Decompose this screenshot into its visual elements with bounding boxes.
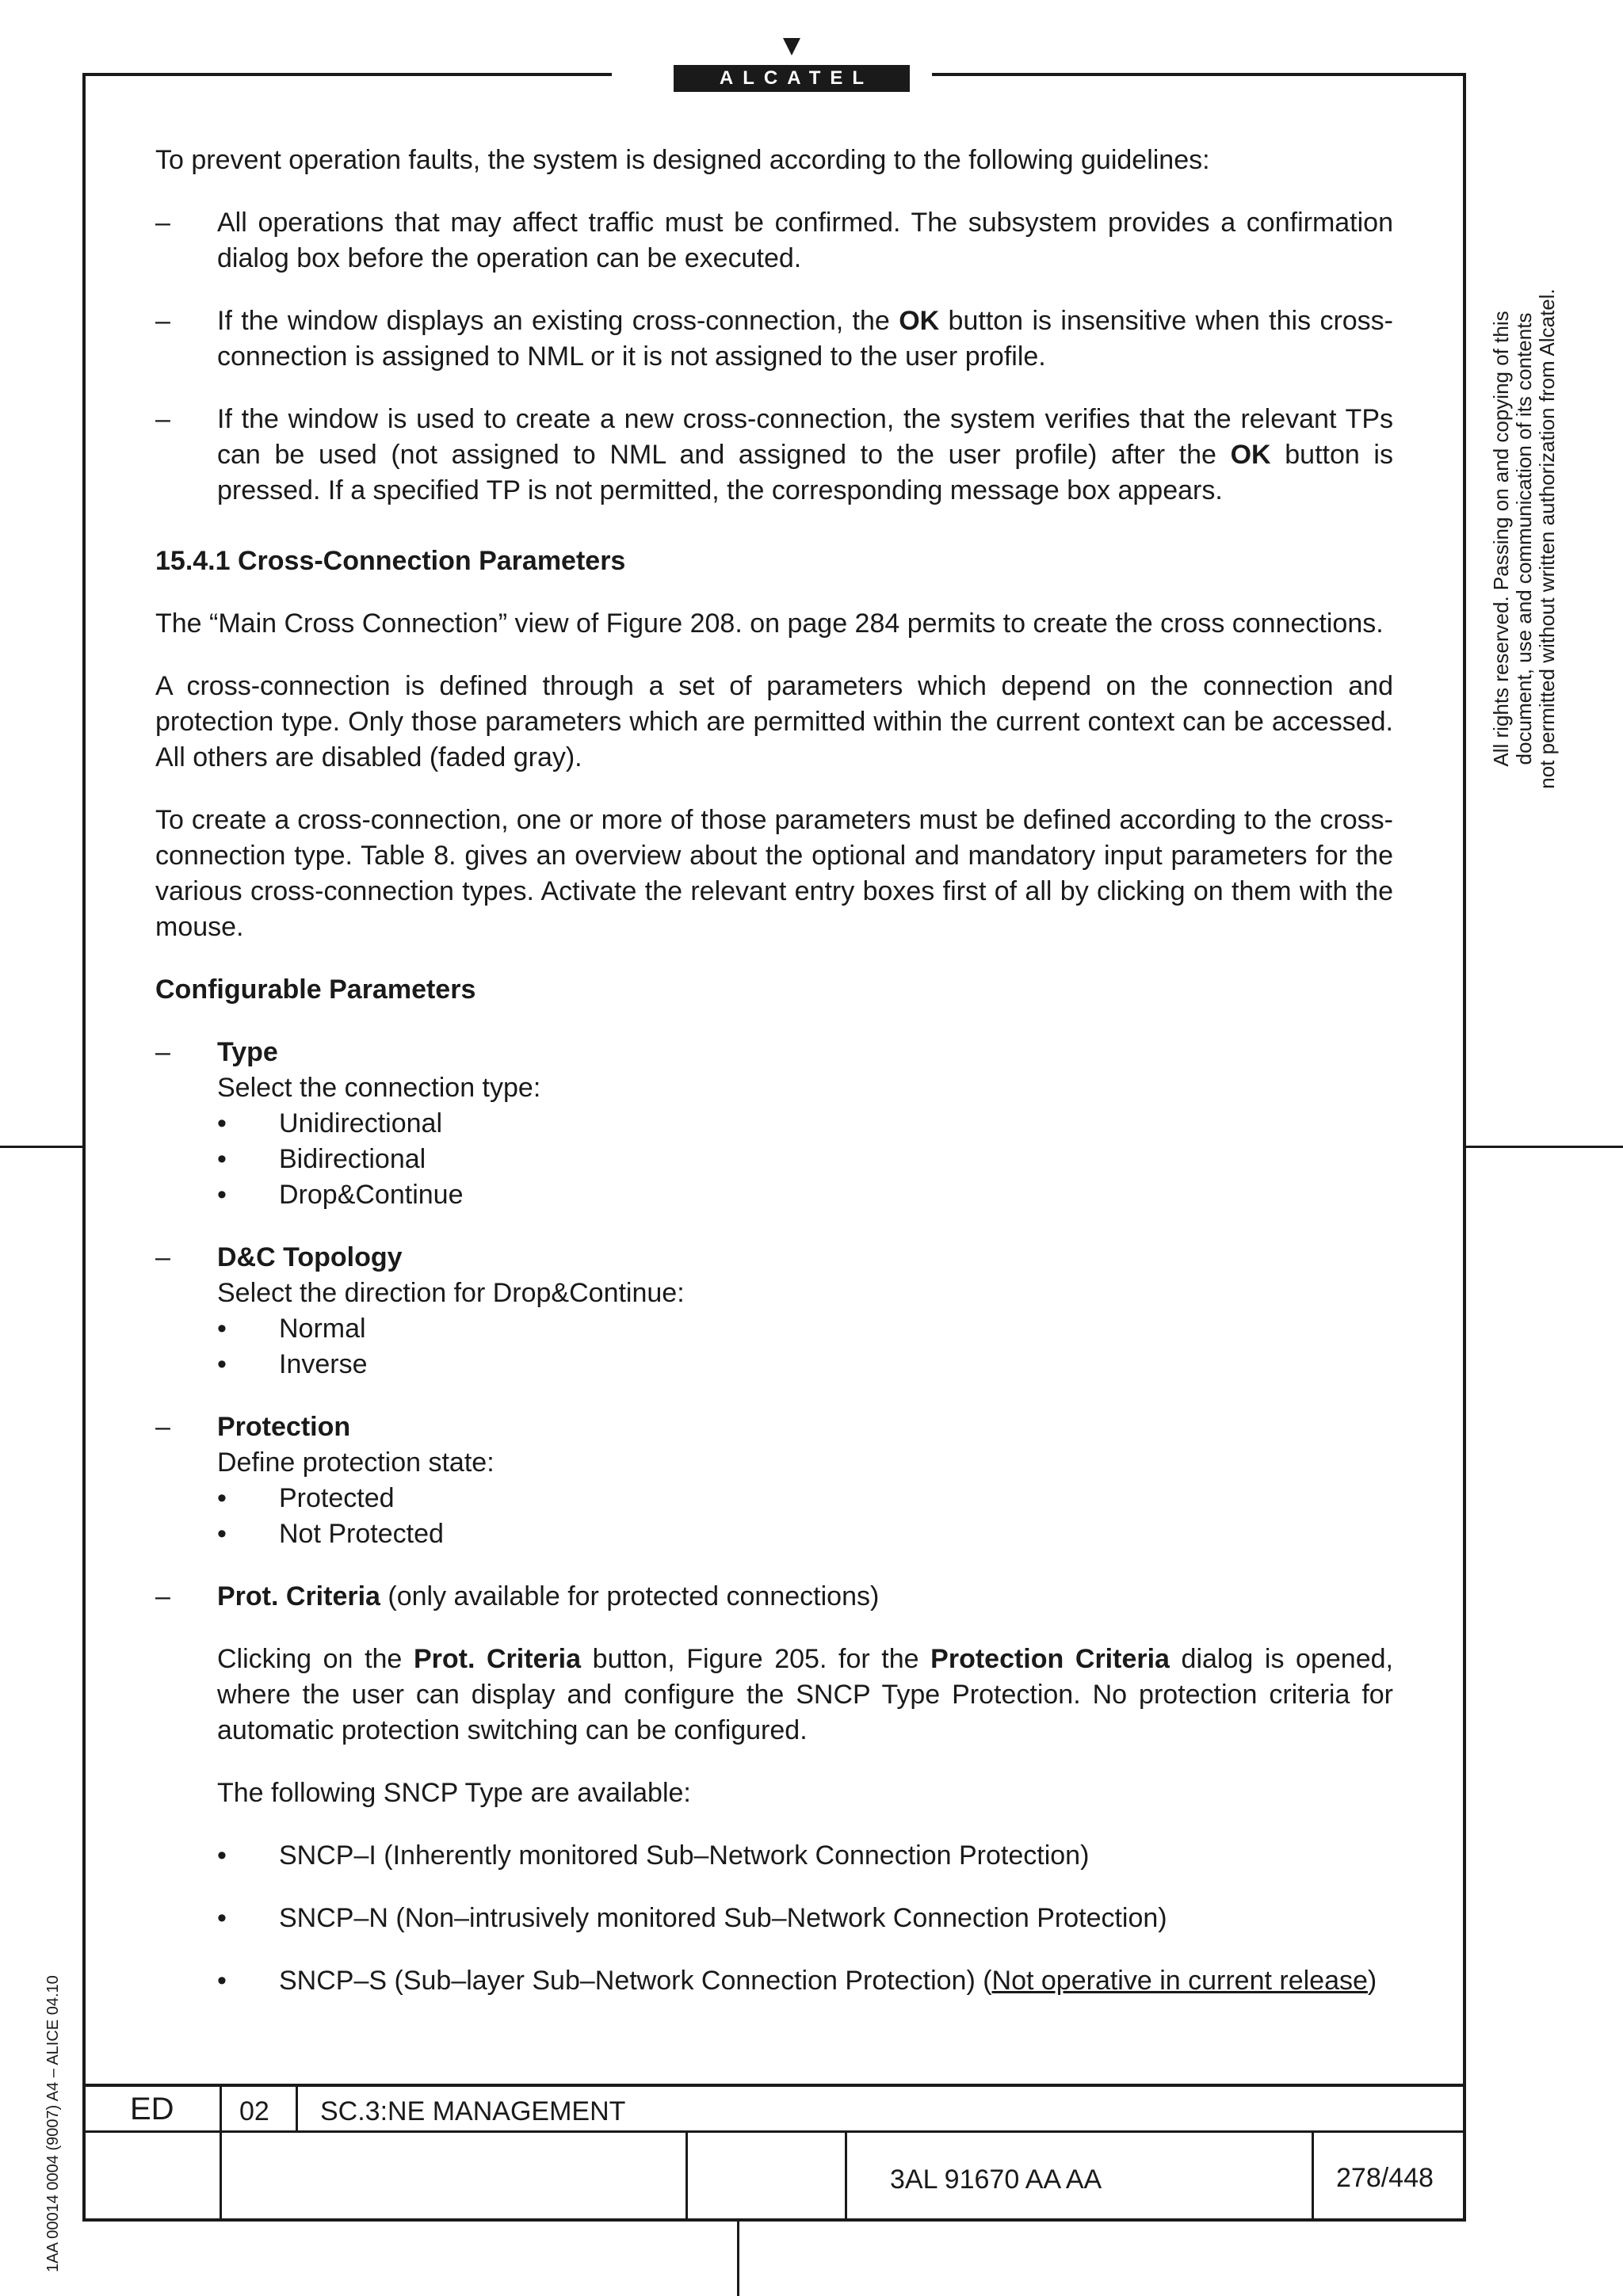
dash-marker: –: [155, 1242, 170, 1272]
page-content: [155, 143, 1393, 1999]
bullet-icon: •: [217, 1144, 227, 1174]
alcatel-logo: [674, 38, 910, 93]
parameter-name-text: Type: [217, 1037, 278, 1067]
footer-mid-line: [82, 2130, 1466, 2133]
text-run: If the window displays an existing cross-connection, the: [217, 306, 899, 336]
sncp-type-text: [279, 1840, 1089, 1871]
bullet-icon: •: [217, 1966, 227, 1996]
prot-criteria-item: [155, 1579, 1393, 1999]
bullet-icon: •: [217, 1314, 227, 1344]
option-item: [217, 1516, 1393, 1552]
prot-criteria-name: Prot. Criteria: [217, 1581, 380, 1611]
text-run: button, Figure 205. for the: [581, 1644, 931, 1674]
dash-marker: –: [155, 306, 170, 336]
dash-marker: –: [155, 1037, 170, 1067]
option-label: Unidirectional: [279, 1108, 442, 1138]
footer-ed-value: 02: [239, 2096, 269, 2126]
footer-doc-number: 3AL 91670 AA AA: [890, 2164, 1102, 2195]
footer-col-5: [1312, 2130, 1314, 2220]
sncp-type-text: [279, 1903, 1167, 1933]
bullet-icon: •: [217, 1108, 227, 1138]
text-run: button is insensitive when this cross-connection is assigned to NML or it is not assigned to the user profile.: [217, 306, 1393, 372]
bullet-icon: •: [217, 1903, 227, 1933]
parameter-name: [217, 1240, 1393, 1276]
dash-marker: –: [155, 1581, 170, 1611]
footer-col-3: [685, 2130, 688, 2220]
not-operative-note: Not operative in current release: [991, 1966, 1368, 1996]
option-item: [217, 1142, 1393, 1177]
sncp-type-item: [217, 1963, 1393, 1999]
intro-paragraph: To prevent operation faults, the system is designed according to the following guidelines:: [155, 145, 1210, 175]
sncp-type-label: SNCP–S (Sub–layer Sub–Network Connection Protection) (: [279, 1966, 992, 1996]
section-paragraph: A cross-connection is defined through a set of parameters which depend on the connection and protection type. Only those parameters which are permitted within the current context can be accessed. All others are disabled (faded gray).: [155, 671, 1393, 772]
text-run: All operations that may affect traffic must be confirmed. The subsystem provides a confirmation dialog box before the operation can be executed.: [217, 208, 1393, 273]
footer-col-4: [845, 2130, 847, 2220]
guideline-text: [217, 402, 1393, 509]
section-heading: 15.4.1 Cross-Connection Parameters: [155, 546, 626, 576]
option-item: [217, 1311, 1393, 1347]
parameter-item: [155, 1035, 1393, 1213]
parameter-name-text: Protection: [217, 1412, 351, 1442]
dash-marker: –: [155, 1412, 170, 1442]
option-item: [217, 1481, 1393, 1516]
fold-mark-right: [1466, 1146, 1623, 1148]
frame-left: [82, 73, 86, 2222]
option-item: [217, 1177, 1393, 1213]
guidelines-list: [155, 205, 1393, 509]
parameter-name: [217, 1409, 1393, 1445]
sncp-type-label: SNCP–N (Non–intrusively monitored Sub–Network Connection Protection): [279, 1903, 1167, 1933]
footer-page-number: 278/448: [1336, 2163, 1434, 2193]
bold-text: Protection Criteria: [930, 1644, 1170, 1674]
footer-ed-label: ED: [130, 2092, 174, 2126]
parameter-item: [155, 1240, 1393, 1383]
punch-mark-bottom: [737, 2222, 739, 2296]
guideline-item: [155, 402, 1393, 509]
sncp-type-item: [217, 1901, 1393, 1936]
frame-top-right: [932, 73, 1466, 76]
frame-top-left: [82, 73, 612, 76]
copyright-line: All rights reserved. Passing on and copying of this: [1489, 311, 1513, 767]
section-paragraphs: [155, 606, 1393, 945]
parameter-description: Define protection state:: [217, 1447, 495, 1478]
option-label: Inverse: [279, 1349, 368, 1379]
option-label: Bidirectional: [279, 1144, 426, 1174]
parameter-description: Select the connection type:: [217, 1073, 541, 1103]
logo-arrow-icon: [783, 38, 800, 55]
option-label: Normal: [279, 1314, 366, 1344]
text-run: dialog is opened, where the user can display and configure the SNCP Type Protection. No protection criteria for automatic protection switching can be configured.: [217, 1644, 1393, 1745]
closing-paren: ): [1367, 1966, 1377, 1996]
bold-text: OK: [899, 306, 940, 336]
section-paragraph: To create a cross-connection, one or more of those parameters must be defined according to the cross-connection type. Table 8. gives an overview about the optional and mandatory input parameters for the various cross-connection types. Activate the relevant entry boxes first of all by clicking on them with the mouse.: [155, 805, 1393, 942]
sncp-type-text: [279, 1966, 1377, 1996]
bullet-icon: •: [217, 1840, 227, 1871]
parameter-description: Select the direction for Drop&Continue:: [217, 1278, 685, 1308]
logo-text: ALCATEL: [674, 65, 910, 92]
form-code: 1AA 00014 0004 (9007) A4 – ALICE 04.10: [44, 1975, 62, 2272]
prot-criteria-paragraph: [217, 1642, 1393, 1749]
copyright-note: [1490, 277, 1559, 800]
option-item: [217, 1106, 1393, 1142]
prot-criteria-block: [155, 1579, 1393, 1999]
parameter-item: [155, 1409, 1393, 1552]
text-run: button is pressed. If a specified TP is not permitted, the corresponding message box appears.: [217, 440, 1393, 505]
bullet-icon: •: [217, 1519, 227, 1549]
bullet-icon: •: [217, 1349, 227, 1379]
sncp-intro: The following SNCP Type are available:: [217, 1778, 691, 1808]
parameters-list: [155, 1035, 1393, 1552]
text-run: If the window is used to create a new cross-connection, the system verifies that the relevant TPs can be used (not assigned to NML and assigned to the user profile) after the: [217, 404, 1393, 470]
bold-text: OK: [1230, 440, 1271, 470]
copyright-line: not permitted without written authorization from Alcatel.: [1535, 288, 1559, 789]
bold-text: Prot. Criteria: [413, 1644, 582, 1674]
guideline-text: [217, 205, 1393, 277]
option-label: Not Protected: [279, 1519, 444, 1549]
bullet-icon: •: [217, 1483, 227, 1513]
sncp-type-item: [217, 1838, 1393, 1874]
section-paragraph: The “Main Cross Connection” view of Figure 208. on page 284 permits to create the cross connections.: [155, 608, 1384, 639]
prot-criteria-note: (only available for protected connections): [380, 1581, 880, 1611]
footer-col-1: [220, 2084, 222, 2220]
option-label: Drop&Continue: [279, 1180, 464, 1210]
configurable-heading: Configurable Parameters: [155, 974, 476, 1005]
text-run: Clicking on the: [217, 1644, 414, 1674]
guideline-item: [155, 205, 1393, 277]
parameter-name: [217, 1035, 1393, 1070]
footer-col-2: [296, 2084, 298, 2133]
footer-title: SC.3:NE MANAGEMENT: [320, 2096, 626, 2126]
parameter-name-text: D&C Topology: [217, 1242, 403, 1272]
option-label: Protected: [279, 1483, 395, 1513]
guideline-text: [217, 303, 1393, 375]
footer-top-line: [82, 2084, 1466, 2087]
frame-bottom: [82, 2218, 1466, 2222]
bullet-icon: •: [217, 1180, 227, 1210]
copyright-line: document, use and communication of its contents: [1512, 312, 1536, 765]
fold-mark-left: [0, 1146, 82, 1148]
dash-marker: –: [155, 208, 170, 238]
guideline-item: [155, 303, 1393, 375]
option-item: [217, 1347, 1393, 1383]
dash-marker: –: [155, 404, 170, 434]
prot-criteria-heading: [217, 1579, 1393, 1615]
sncp-type-label: SNCP–I (Inherently monitored Sub–Network Connection Protection): [279, 1840, 1090, 1871]
